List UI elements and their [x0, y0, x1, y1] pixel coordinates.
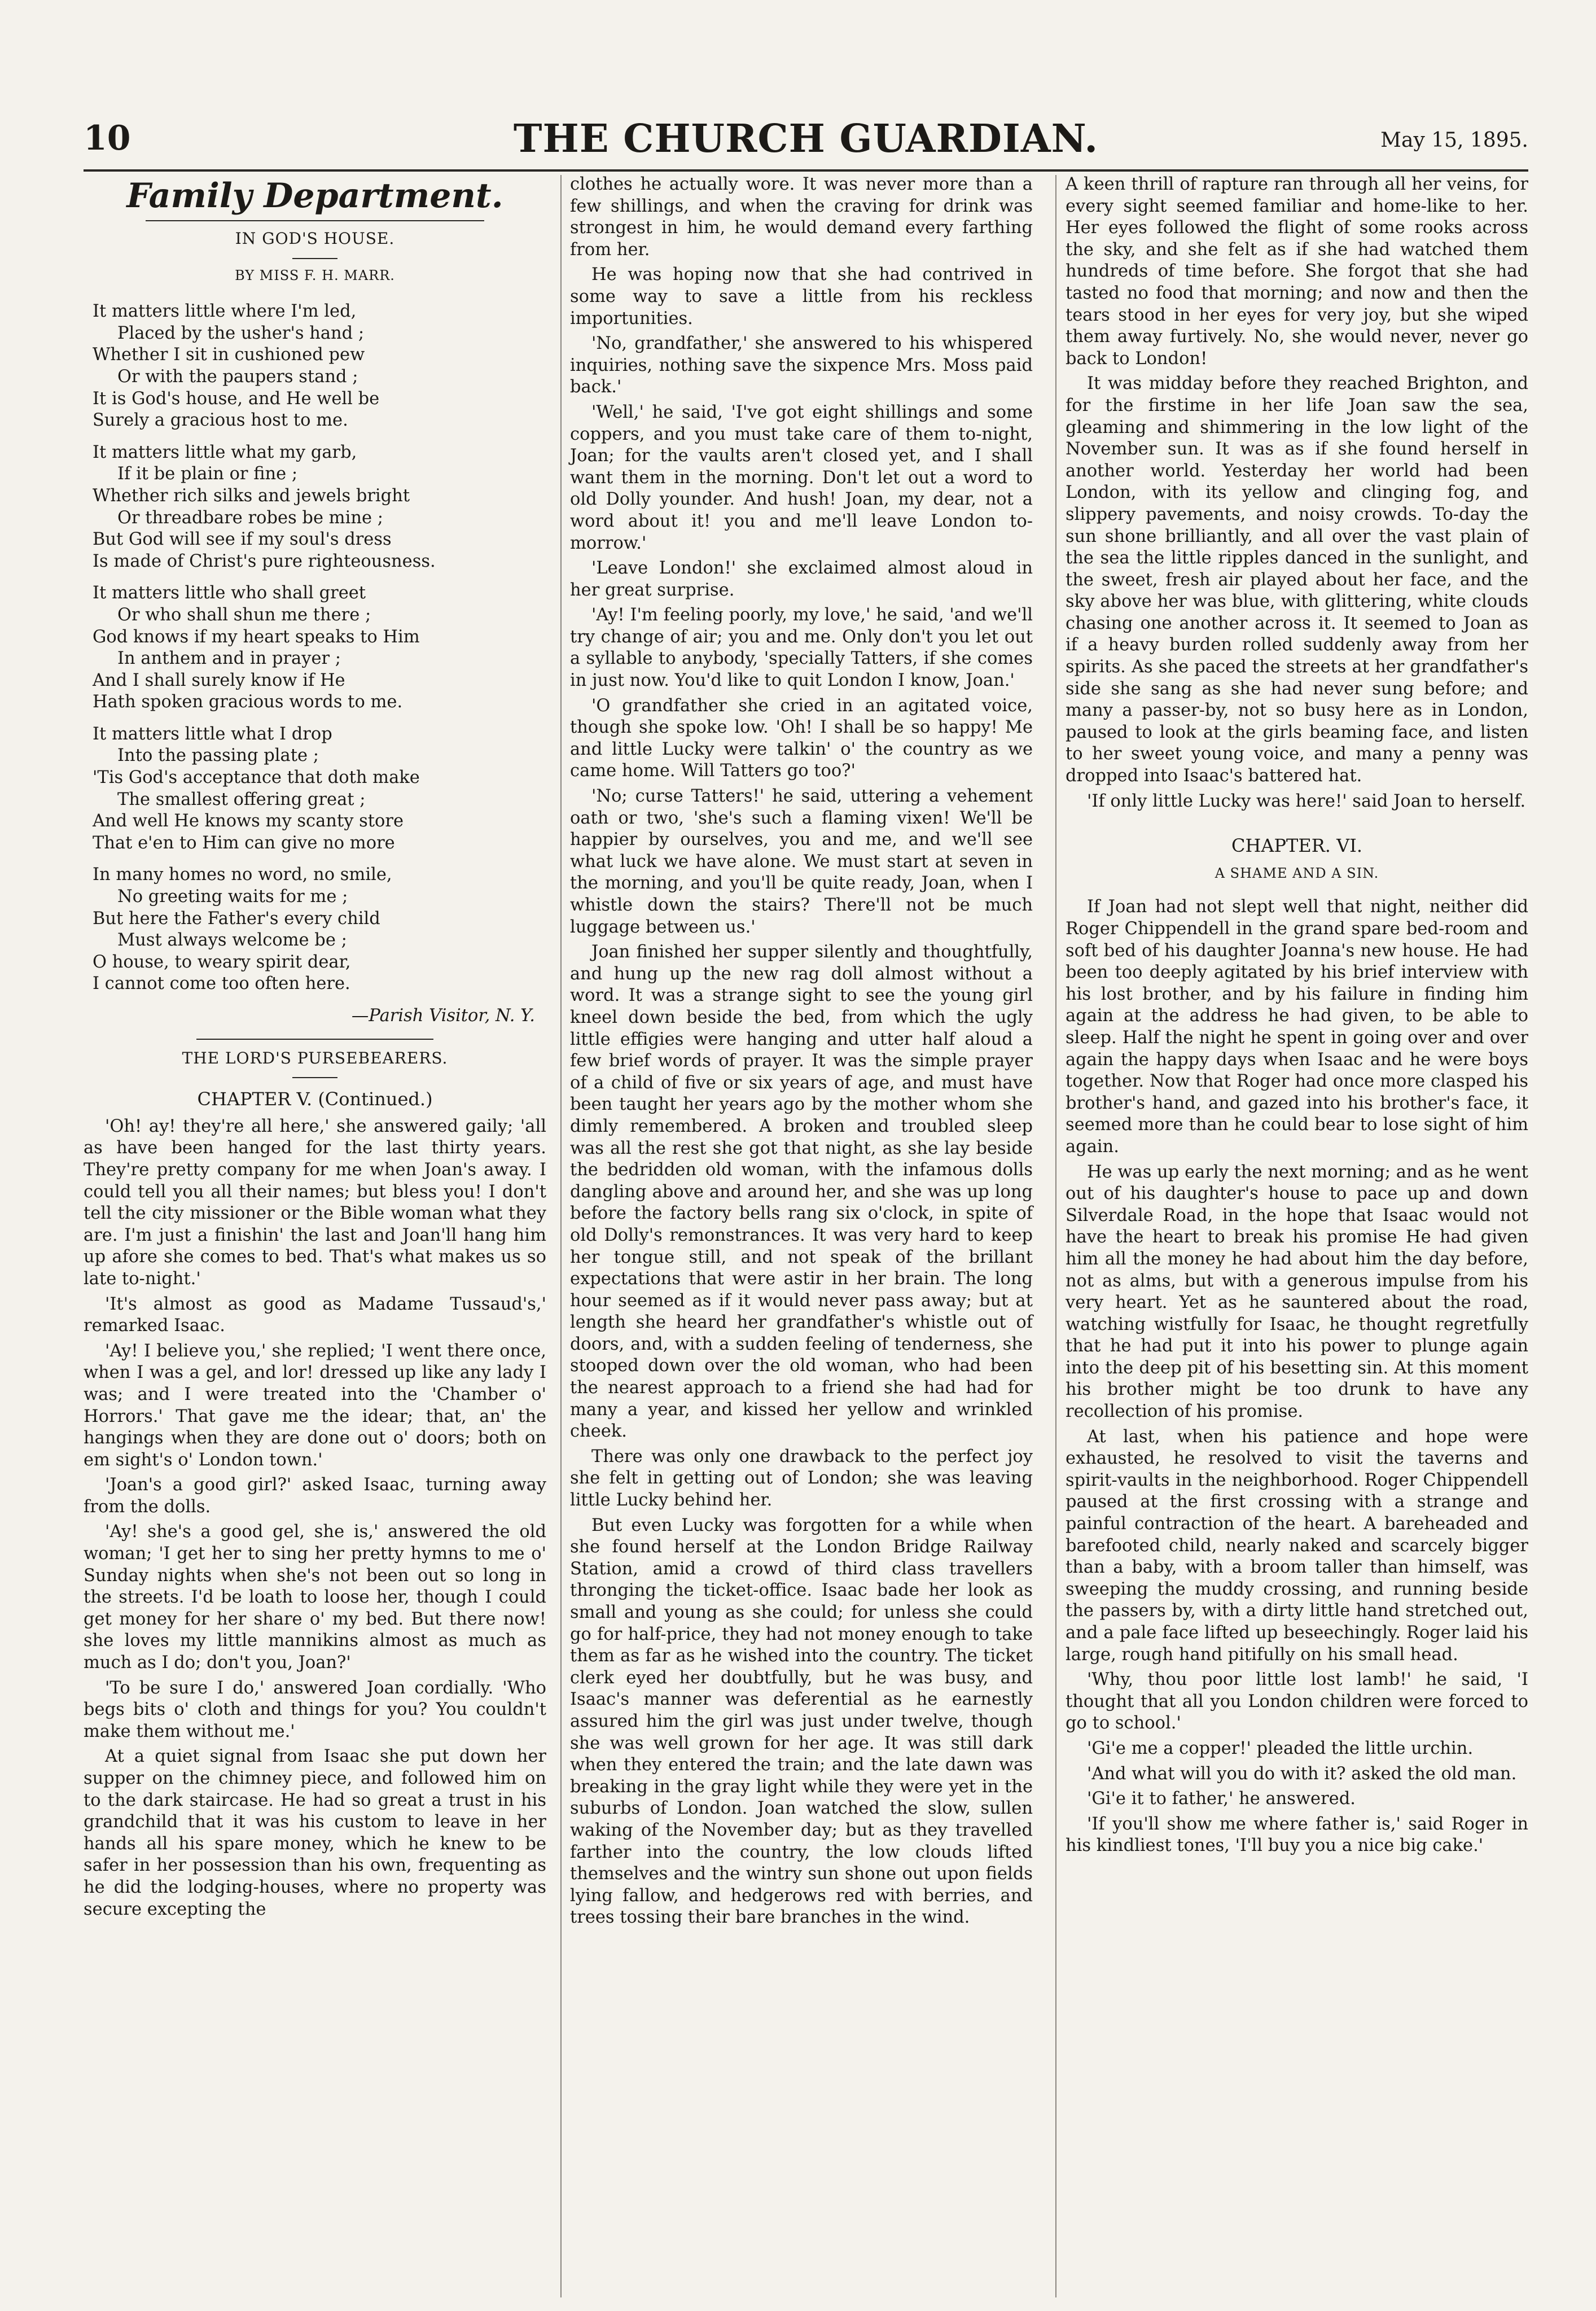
poem-line: Must always welcome be ;	[117, 930, 347, 951]
paragraph: 'Gi'e me a copper!' pleaded the little urchin.	[1087, 1738, 1474, 1758]
story-title: THE LORD'S PURSEBEARERS.	[182, 1048, 448, 1067]
poem-line: It matters little where I'm led,	[93, 301, 357, 322]
poem-line: It matters little what my garb,	[93, 442, 357, 462]
poem-line: But God will see if my soul's dress	[93, 529, 392, 550]
poem-attribution: —Parish Visitor, N. Y.	[351, 1006, 535, 1026]
paragraph: 'To be sure I do,' answered Joan cordially. 'Who begs bits o' cloth and things for you? You couldn't make them without me.'	[84, 1678, 546, 1741]
paragraph: 'No, grandfather,' she answered to his whispered inquiries, nothing save the sixpence Mrs. Moss paid back.'	[570, 334, 1033, 397]
paragraph: 'If only little Lucky was here!' said Joan to herself.	[1087, 791, 1526, 811]
paragraph: It was midday before they reached Brighton, and for the firstime in her life Joan saw the sea, gleaming and shimmering in the low light of the November sun. It was as if she found herself in another world. Yesterday her world had been London, with its yellow and clinging fog, and slippery pavements, and noisy crowds. To-day the sun shone brilliantly, and all over the vast plain of the sea the little ripples danced in the sunlight, and the sweet, fresh air played about her face, and the sky above her was blue, with glittering, white clouds chasing one another across it. It seemed to Joan as if a heavy burden rolled suddenly away from her spirits. As she paced the streets at her grandfather's side she sang as she had never sung before; and many a passer-by, not so busy here as in London, paused to look at the girls beaming face, and listen to her sweet young voice, and many a penny was dropped into Isaac's battered hat.	[1066, 374, 1528, 786]
story-title-rule	[292, 1077, 337, 1078]
poem-line: The smallest offering great ;	[117, 789, 366, 809]
poem-line: Or threadbare robes be mine ;	[117, 507, 384, 528]
poem-line: O house, to weary spirit dear,	[93, 952, 351, 972]
column-3	[1066, 174, 1528, 1861]
poem-title-rule	[292, 258, 337, 259]
column-2	[570, 174, 1033, 1932]
paragraph: A keen thrill of rapture ran through all her veins, for every sight seemed familiar and home-like to her. Her eyes followed the flight of some rooks across the sky, and she felt as if she had watched them hundreds of time before. She forgot that she had tasted no food that morning; and now and then the tears stood in her eyes for very joy, but she wiped them away furtively. No, she would never, never go back to London!	[1066, 174, 1528, 369]
section-rule	[196, 1039, 433, 1040]
poem-line: And I shall surely know if He	[93, 670, 345, 690]
paragraph: If Joan had not slept well that night, neither did Roger Chippendell in the grand spare bed-room and soft bed of his daughter Joanna's new house. He had been too deeply agitated by his brief interview with his lost brother, and by his failure in finding him again at the address he had given, to be able to sleep. Half the night he spent in going over and over again the happy days when Isaac and he were boys together. Now that Roger had once more clasped his brother's hand, and gazed into his brother's face, it seemed more than he could bear to lose sight of him again.	[1066, 897, 1528, 1157]
paragraph: 'Gi'e it to father,' he answered.	[1087, 1789, 1356, 1809]
poem-line: It matters little what I drop	[93, 724, 332, 744]
masthead	[84, 113, 1528, 169]
paragraph: He was up early the next morning; and as he went out of his daughter's house to pace up and down Silverdale Road, in the hope that Isaac would not have the heart to break his promise He had given him all the money he had about him the day before, not as alms, but with a generous impulse from his very heart. Yet as he sauntered about the road, watching wistfully for Isaac, he thought regretfully that he had put it into his power to plunge again into the deep pit of his besetting sin. At this moment his brother might be too drunk to have any recollection of his promise.	[1066, 1162, 1528, 1422]
poem-title: IN GOD'S HOUSE.	[235, 229, 395, 248]
department-title: Family Department.	[126, 176, 503, 216]
title-rule	[146, 220, 484, 221]
paragraph: 'It's almost as good as Madame Tussaud's,' remarked Isaac.	[84, 1294, 546, 1336]
poem-line: Into the passing plate ;	[117, 746, 319, 766]
poem-line: Or who shall shun me there ;	[117, 605, 371, 625]
poem-byline: BY MISS F. H. MARR.	[235, 267, 395, 283]
poem-line: Is made of Christ's pure righteousness.	[93, 551, 436, 571]
poem-line: In anthem and in prayer ;	[117, 649, 341, 669]
poem-line: If it be plain or fine ;	[117, 464, 298, 484]
paragraph: At a quiet signal from Isaac she put down her supper on the chimney piece, and followed him on to the dark staircase. He had so great a trust in his grandchild that it was his custom to leave in her hands all his spare money, which he knew to be safer in her possession than his own, frequenting as he did the lodging-houses, where no property was secure excepting the	[84, 1747, 546, 1919]
poem-stanza	[93, 724, 546, 855]
poem-stanza	[93, 301, 546, 432]
poem-line: Hath spoken gracious words to me.	[93, 692, 403, 712]
paragraph: Joan finished her supper silently and thoughtfully, and hung up the new rag doll almost without a word. It was a strange sight to see the young girl kneel down beside the bed, from which the ugly little effigies were hanging and utter half aloud a few brief words of prayer. It was the simple prayer of a child of five or six years of age, and must have been taught her years ago by the mother whom she dimly remembered. A broken and troubled sleep was all the rest she got that night, as she lay beside the bedridden old woman, with the infamous dolls dangling above and around her, and she was up long before the factory bells rang six o'clock, in spite of old Dolly's remonstrances. It was very hard to keep her tongue still, and not speak of the brillant expectations that were astir in her brain. The long hour seemed as if it would never pass away; but at length she heard her grandfather's whistle out of doors, and, with a sudden feeling of tenderness, she stooped down over the old woman, who had been the nearest approach to a friend she had had for many a year, and kissed her yellow and wrinkled cheek.	[570, 942, 1033, 1442]
poem-line: Or with the paupers stand ;	[117, 366, 358, 387]
paragraph: 'No; curse Tatters!' he said, uttering a vehement oath or two, 'she's such a flaming vixen! We'll be happier by ourselves, you and me, and we'll see what luck we have alone. We must start at seven in the morning, and you'll be quite ready, Joan, when I whistle down the stairs? There'll not be much luggage between us.'	[570, 786, 1033, 937]
poem-line: Placed by the usher's hand ;	[117, 323, 365, 343]
paragraph: 'Ay! she's a good gel, she is,' answered the old woman; 'I get her to sing her pretty hymns to me o' Sunday nights when she's not been out so long in the streets. I'd be loath to loose her, though I could get money for her share o' my bed. But there now! she loves my little mannikins almost as much as much as I do; don't you, Joan?'	[84, 1522, 546, 1673]
poem-line: Surely a gracious host to me.	[93, 410, 348, 431]
paragraph: 'If you'll show me where father is,' said Roger in his kindliest tones, 'I'll buy you a nice big cake.'	[1066, 1814, 1528, 1856]
chapter-heading: CHAPTER. VI.	[1231, 835, 1363, 857]
issue-date: May 15, 1895.	[1380, 129, 1528, 152]
paragraph: He was hoping now that she had contrived in some way to save a little from his reckless importunities.	[570, 265, 1033, 329]
poem-line: It matters little who shall greet	[93, 583, 366, 603]
masthead-rule	[84, 169, 1528, 172]
paragraph: But even Lucky was forgotten for a while when she found herself at the London Bridge Railway Station, amid a crowd of third class travellers thronging the ticket-office. Isaac bade her look as small and young as she could; for unless she could go for half-price, they had not money enough to take them as far as he wished into the country. The ticket clerk eyed her doubtfully, but he was busy, and Isaac's manner was deferential as he earnestly assured him the girl was just under twelve, though she was well grown for her age. It was still dark when they entered the train; and the late dawn was breaking in the gray light while they were yet in the suburbs of London. Joan watched the slow, sullen waking of the November day; but as they travelled farther into the country, the low clouds lifted themselves and the wintry sun shone out upon fields lying fallow, and hedgerows red with berries, and trees tossing their bare branches in the wind.	[570, 1515, 1033, 1928]
column-1	[84, 174, 546, 1924]
chapter-heading: CHAPTER V. (Continued.)	[197, 1088, 433, 1110]
paragraph: 'And what will you do with it? asked the old man.	[1087, 1763, 1517, 1784]
poem-stanza	[93, 583, 546, 714]
paragraph: 'Leave London!' she exclaimed almost aloud in her great surprise.	[570, 558, 1033, 600]
paragraph: clothes he actually wore. It was never more than a few shillings, and when the craving for drink was strongest in him, he would demand every farthing from her.	[570, 174, 1033, 260]
paragraph: 'Why, thou poor little lost lamb!' he said, 'I thought that all you London children were forced to go to school.'	[1066, 1670, 1528, 1734]
poem-line: And well He knows my scanty store	[93, 811, 404, 831]
paragraph: At last, when his patience and hope were exhausted, he resolved to visit the taverns and spirit-vaults in the neighborhood. Roger Chippendell paused at the first crossing with a strange and painful contraction of the heart. A bareheaded and barefooted child, nearly naked and scarcely bigger than a baby, with a broom taller than himself, was sweeping the muddy crossing, and running beside the passers by, with a dirty little hand stretched out, and a pale face lifted up beseechingly. Roger laid his large, rough hand pitifully on his small head.	[1066, 1426, 1528, 1665]
paragraph: 'O grandfather she cried in an agitated voice, though she spoke low. 'Oh! I shall be so happy! Me and little Lucky were talkin' o' the country as we came home. Will Tatters go too?'	[570, 695, 1033, 781]
column-divider	[1055, 175, 1056, 2297]
poem-line: In many homes no word, no smile,	[93, 865, 392, 885]
poem-line: I cannot come too often here.	[93, 974, 350, 994]
paragraph: There was only one drawback to the perfect joy she felt in getting out of London; she was leaving little Lucky behind her.	[570, 1446, 1033, 1511]
paragraph: 'Well,' he said, 'I've got eight shillings and some coppers, and you must take care of them to-night, Joan; for the vaults aren't closed yet, and I shall want them in the morning. Don't let out a word to old Dolly younder. And hush! Joan, my dear, not a word about it! you and me'll leave London to-morrow.'	[570, 402, 1033, 553]
poem-line: Whether rich silks and jewels bright	[93, 485, 410, 506]
chapter-subtitle: A SHAME AND A SIN.	[1214, 865, 1379, 881]
poem-line: God knows if my heart speaks to Him	[93, 627, 420, 647]
paragraph: 'Oh! ay! they're all here,' she answered gaily; 'all as have been hanged for the last thirty years. They're pretty company for me when Joan's away. I could tell you all their names; but bless you! I don't tell the city missioner or the Bible woman what they are. I'm just a finishin' the last and Joan'll hang him up afore she comes to bed. That's what makes us so late to-night.'	[84, 1116, 546, 1289]
poem-line: That e'en to Him can give no more	[93, 833, 395, 853]
paragraph: 'Ay! I'm feeling poorly, my love,' he said, 'and we'll try change of air; you and me. Only don't you let out a syllable to anybody, 'specially Tatters, if she comes in just now. You'd like to quit London I know, Joan.'	[570, 605, 1033, 691]
column-divider	[560, 175, 562, 2297]
poem-line: Whether I sit in cushioned pew	[93, 345, 365, 365]
page-number: 10	[84, 119, 131, 158]
paper-title: THE CHURCH GUARDIAN.	[513, 116, 1099, 161]
paragraph: 'Joan's a good girl?' asked Isaac, turning away from the dolls.	[84, 1475, 546, 1517]
poem-line: No greeting waits for me ;	[117, 887, 348, 907]
poem-line: But here the Father's every child	[93, 908, 380, 929]
poem-line: 'Tis God's acceptance that doth make	[93, 768, 420, 788]
poem-line: It is God's house, and He well be	[93, 388, 380, 409]
poem-stanza	[93, 864, 546, 995]
poem-stanza	[93, 442, 546, 573]
paragraph: 'Ay! I believe you,' she replied; 'I went there once, when I was a gel, and lor! dressed up like any lady I was; and I were treated into the 'Chamber o' Horrors.' That gave me the idear; that, an' the hangings when they are done out o' doors; both on em sight's o' London town.'	[84, 1341, 546, 1470]
